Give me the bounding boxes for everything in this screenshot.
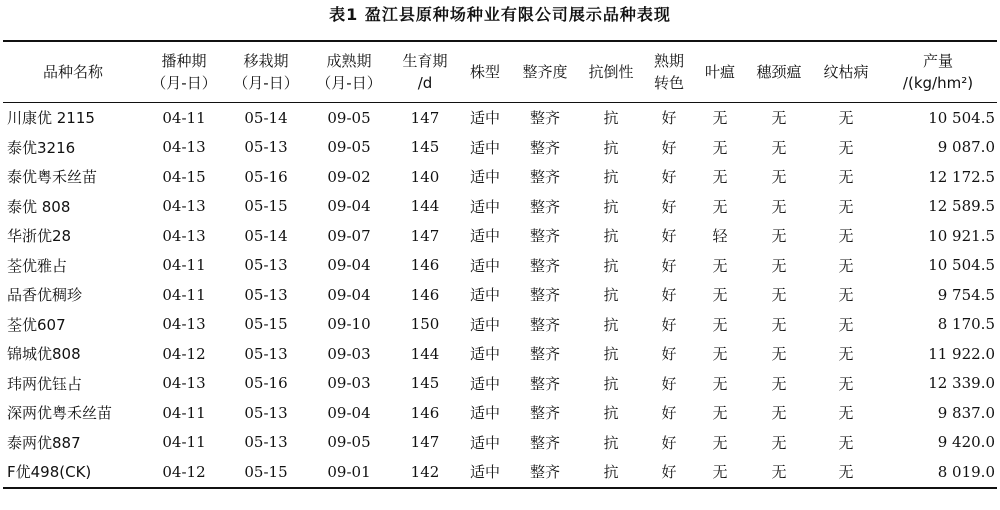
col-uniformity-cell: 整齐 (529, 463, 560, 482)
col-leaf-blast-cell: 无 (712, 404, 728, 423)
col-growth-period-cell: 147 (410, 433, 440, 452)
col-sheath-blight-cell: 无 (838, 227, 854, 246)
table-row (3, 103, 997, 133)
col-variety-name-cell: 荃优雅占 (7, 256, 68, 275)
header-label: 生育期 (402, 52, 448, 70)
col-sowing-date-cell: 04-13 (162, 226, 206, 245)
col-yield-cell: 8 019.0 (937, 462, 995, 481)
col-yield-cell: 10 921.5 (928, 226, 995, 245)
header-sublabel: /(kg/hm²) (902, 74, 974, 92)
col-plant-type-cell: 适中 (469, 256, 500, 275)
col-transplant-date-cell: 05-15 (244, 315, 288, 334)
col-neck-blast-cell: 无 (771, 227, 787, 246)
col-maturity-date-cell: 09-04 (327, 197, 371, 216)
col-growth-period-cell: 145 (410, 374, 440, 393)
table-body (3, 103, 997, 488)
col-maturity-date-cell: 09-07 (327, 226, 371, 245)
col-plant-type-cell: 适中 (469, 463, 500, 482)
col-uniformity-cell: 整齐 (529, 404, 560, 423)
col-maturity-color-cell: 好 (661, 404, 677, 423)
col-leaf-blast-cell: 无 (712, 256, 728, 275)
col-sheath-blight-cell: 无 (838, 463, 854, 482)
col-plant-type-cell: 适中 (469, 315, 500, 334)
table-row (3, 398, 997, 428)
col-yield-cell: 10 504.5 (928, 108, 995, 127)
col-growth-period-cell: 142 (410, 462, 440, 481)
col-neck-blast-cell: 无 (771, 286, 787, 305)
col-uniformity-cell: 整齐 (529, 227, 560, 246)
col-plant-type-cell: 适中 (469, 197, 500, 216)
col-yield-cell: 9 754.5 (937, 285, 995, 304)
header-label: 纹枯病 (823, 63, 869, 81)
col-variety-name-cell: 泰两优887 (7, 433, 81, 452)
col-sheath-blight-cell: 无 (838, 404, 854, 423)
col-plant-type-cell: 适中 (469, 227, 500, 246)
col-transplant-date-cell: 05-14 (244, 226, 288, 245)
col-plant-type-cell: 适中 (469, 286, 500, 305)
col-leaf-blast-cell: 无 (712, 197, 728, 216)
col-transplant-date-cell: 05-13 (244, 138, 288, 157)
variety-table-container (3, 40, 997, 489)
col-sowing-date-cell: 04-11 (162, 433, 206, 452)
col-growth-period-cell: 147 (410, 108, 440, 127)
header-row (3, 41, 997, 103)
col-leaf-blast-cell: 无 (712, 286, 728, 305)
col-sowing-date-cell: 04-13 (162, 374, 206, 393)
col-maturity-date-cell: 09-02 (327, 167, 371, 186)
header-sublabel: （月-日） (233, 74, 299, 92)
col-neck-blast-cell: 无 (771, 345, 787, 364)
col-leaf-blast-cell: 无 (712, 374, 728, 393)
col-leaf-blast-cell: 无 (712, 138, 728, 157)
col-maturity-date-cell: 09-01 (327, 462, 371, 481)
table-row (3, 339, 997, 369)
col-maturity-date-cell: 09-04 (327, 403, 371, 422)
header-label: 整齐度 (522, 63, 568, 81)
col-neck-blast-cell: 无 (771, 138, 787, 157)
col-lodging-resistance-cell: 抗 (603, 374, 619, 393)
table-row (3, 162, 997, 192)
col-transplant-date-cell: 05-13 (244, 285, 288, 304)
col-maturity-date-cell: 09-05 (327, 108, 371, 127)
table-header (3, 41, 997, 103)
col-sowing-date-cell: 04-11 (162, 285, 206, 304)
col-maturity-color-cell: 好 (661, 374, 677, 393)
table-title: 表1 盈江县原种场种业有限公司展示品种表现 (329, 5, 671, 24)
col-growth-period-cell: 140 (410, 167, 440, 186)
col-growth-period-cell: 150 (410, 315, 440, 334)
col-maturity-color-cell: 好 (661, 315, 677, 334)
col-lodging-resistance-cell: 抗 (603, 433, 619, 452)
col-uniformity-cell: 整齐 (529, 109, 560, 128)
header-label: 品种名称 (42, 63, 103, 81)
col-sowing-date-cell: 04-11 (162, 256, 206, 275)
col-uniformity-cell: 整齐 (529, 168, 560, 187)
col-yield-cell: 11 922.0 (928, 344, 995, 363)
col-yield-cell: 9 420.0 (937, 433, 995, 452)
col-maturity-color-cell: 好 (661, 463, 677, 482)
table-row (3, 428, 997, 458)
col-variety-name-cell: 荃优607 (7, 315, 66, 334)
col-sowing-date-cell: 04-12 (162, 462, 206, 481)
col-sowing-date-header (143, 41, 225, 103)
variety-performance-table (3, 40, 997, 489)
col-plant-type-cell: 适中 (469, 345, 500, 364)
col-yield-cell: 9 087.0 (937, 138, 995, 157)
col-plant-type-cell: 适中 (469, 433, 500, 452)
col-sowing-date-cell: 04-11 (162, 108, 206, 127)
col-yield-cell: 9 837.0 (937, 403, 995, 422)
col-maturity-color-cell: 好 (661, 433, 677, 452)
col-maturity-color-cell: 好 (661, 168, 677, 187)
col-lodging-resistance-cell: 抗 (603, 286, 619, 305)
col-transplant-date-cell: 05-15 (244, 197, 288, 216)
col-transplant-date-cell: 05-13 (244, 403, 288, 422)
table-row (3, 251, 997, 281)
col-growth-period-cell: 146 (410, 256, 440, 275)
col-maturity-date-cell: 09-10 (327, 315, 371, 334)
col-neck-blast-cell: 无 (771, 374, 787, 393)
col-growth-period-cell: 146 (410, 285, 440, 304)
header-label: 熟期 (653, 52, 684, 70)
col-lodging-resistance-header (579, 41, 643, 103)
col-uniformity-cell: 整齐 (529, 197, 560, 216)
col-maturity-color-header (643, 41, 695, 103)
col-uniformity-cell: 整齐 (529, 345, 560, 364)
col-leaf-blast-cell: 无 (712, 433, 728, 452)
col-lodging-resistance-cell: 抗 (603, 463, 619, 482)
col-yield-cell: 12 589.5 (928, 197, 995, 216)
header-label: 产量 (922, 52, 953, 70)
col-maturity-date-cell: 09-03 (327, 344, 371, 363)
col-leaf-blast-cell: 无 (712, 168, 728, 187)
col-lodging-resistance-cell: 抗 (603, 168, 619, 187)
col-variety-name-cell: 锦城优808 (7, 345, 81, 364)
col-neck-blast-header (745, 41, 813, 103)
col-sheath-blight-cell: 无 (838, 168, 854, 187)
header-label: 株型 (469, 63, 500, 81)
col-transplant-date-cell: 05-16 (244, 167, 288, 186)
col-variety-name-cell: 泰优3216 (7, 138, 76, 157)
col-variety-name-cell: 泰优 808 (7, 197, 71, 216)
col-transplant-date-cell: 05-13 (244, 433, 288, 452)
col-maturity-date-cell: 09-04 (327, 285, 371, 304)
col-plant-type-cell: 适中 (469, 168, 500, 187)
col-sheath-blight-cell: 无 (838, 197, 854, 216)
col-neck-blast-cell: 无 (771, 256, 787, 275)
col-plant-type-cell: 适中 (469, 374, 500, 393)
header-label: 成熟期 (326, 52, 372, 70)
header-sublabel: （月-日） (316, 74, 382, 92)
col-sheath-blight-header (813, 41, 879, 103)
col-maturity-date-header (307, 41, 391, 103)
col-variety-name-cell: 深两优粤禾丝苗 (7, 404, 113, 423)
col-plant-type-cell: 适中 (469, 138, 500, 157)
table-row (3, 280, 997, 310)
col-transplant-date-cell: 05-14 (244, 108, 288, 127)
col-sheath-blight-cell: 无 (838, 374, 854, 393)
col-leaf-blast-cell: 无 (712, 463, 728, 482)
col-uniformity-cell: 整齐 (529, 433, 560, 452)
col-growth-period-cell: 144 (410, 344, 440, 363)
header-label: 叶瘟 (704, 63, 735, 81)
col-maturity-color-cell: 好 (661, 138, 677, 157)
col-maturity-date-cell: 09-03 (327, 374, 371, 393)
col-plant-type-header (459, 41, 511, 103)
col-plant-type-cell: 适中 (469, 109, 500, 128)
col-leaf-blast-cell: 无 (712, 315, 728, 334)
col-lodging-resistance-cell: 抗 (603, 227, 619, 246)
col-lodging-resistance-cell: 抗 (603, 109, 619, 128)
col-yield-cell: 12 172.5 (928, 167, 995, 186)
col-variety-name-cell: 玮两优钰占 (7, 374, 83, 393)
col-growth-period-header (391, 41, 459, 103)
col-maturity-color-cell: 好 (661, 227, 677, 246)
col-transplant-date-cell: 05-13 (244, 256, 288, 275)
col-leaf-blast-cell: 无 (712, 345, 728, 364)
col-uniformity-cell: 整齐 (529, 286, 560, 305)
col-lodging-resistance-cell: 抗 (603, 315, 619, 334)
col-sowing-date-cell: 04-13 (162, 197, 206, 216)
col-leaf-blast-cell: 轻 (712, 227, 728, 246)
col-growth-period-cell: 145 (410, 138, 440, 157)
col-maturity-color-cell: 好 (661, 345, 677, 364)
col-neck-blast-cell: 无 (771, 433, 787, 452)
col-variety-name-cell: 川康优 2115 (7, 109, 95, 128)
table-row (3, 310, 997, 340)
col-variety-name-cell: F优498(CK) (7, 463, 92, 482)
col-neck-blast-cell: 无 (771, 168, 787, 187)
col-sowing-date-cell: 04-15 (162, 167, 206, 186)
col-transplant-date-cell: 05-16 (244, 374, 288, 393)
header-sublabel: 转色 (653, 74, 684, 92)
col-yield-cell: 8 170.5 (937, 315, 995, 334)
col-neck-blast-cell: 无 (771, 404, 787, 423)
col-leaf-blast-header (695, 41, 745, 103)
col-sheath-blight-cell: 无 (838, 256, 854, 275)
col-uniformity-cell: 整齐 (529, 256, 560, 275)
table-row (3, 369, 997, 399)
header-sublabel: （月-日） (151, 74, 217, 92)
col-variety-name-header (3, 41, 143, 103)
col-sowing-date-cell: 04-11 (162, 403, 206, 422)
col-lodging-resistance-cell: 抗 (603, 345, 619, 364)
col-yield-cell: 10 504.5 (928, 256, 995, 275)
col-transplant-date-cell: 05-15 (244, 462, 288, 481)
col-maturity-date-cell: 09-05 (327, 433, 371, 452)
col-growth-period-cell: 147 (410, 226, 440, 245)
col-growth-period-cell: 146 (410, 403, 440, 422)
col-sowing-date-cell: 04-13 (162, 315, 206, 334)
col-maturity-date-cell: 09-05 (327, 138, 371, 157)
col-transplant-date-cell: 05-13 (244, 344, 288, 363)
col-sheath-blight-cell: 无 (838, 109, 854, 128)
col-uniformity-cell: 整齐 (529, 138, 560, 157)
col-variety-name-cell: 品香优稠珍 (7, 286, 83, 305)
col-growth-period-cell: 144 (410, 197, 440, 216)
table-row (3, 221, 997, 251)
col-transplant-date-header (225, 41, 307, 103)
col-maturity-color-cell: 好 (661, 109, 677, 128)
col-lodging-resistance-cell: 抗 (603, 197, 619, 216)
col-lodging-resistance-cell: 抗 (603, 256, 619, 275)
col-uniformity-cell: 整齐 (529, 374, 560, 393)
header-label: 穗颈瘟 (756, 63, 802, 81)
col-lodging-resistance-cell: 抗 (603, 404, 619, 423)
col-plant-type-cell: 适中 (469, 404, 500, 423)
col-neck-blast-cell: 无 (771, 463, 787, 482)
header-sublabel: /d (417, 74, 433, 92)
header-label: 抗倒性 (588, 63, 634, 81)
col-yield-header (879, 41, 997, 103)
header-label: 移栽期 (243, 52, 289, 70)
col-neck-blast-cell: 无 (771, 197, 787, 216)
col-sheath-blight-cell: 无 (838, 315, 854, 334)
col-variety-name-cell: 泰优粤禾丝苗 (7, 168, 98, 187)
col-neck-blast-cell: 无 (771, 109, 787, 128)
col-maturity-color-cell: 好 (661, 286, 677, 305)
col-sowing-date-cell: 04-13 (162, 138, 206, 157)
col-maturity-color-cell: 好 (661, 256, 677, 275)
col-lodging-resistance-cell: 抗 (603, 138, 619, 157)
col-sheath-blight-cell: 无 (838, 433, 854, 452)
col-sheath-blight-cell: 无 (838, 138, 854, 157)
col-sheath-blight-cell: 无 (838, 345, 854, 364)
table-row (3, 457, 997, 488)
col-maturity-color-cell: 好 (661, 197, 677, 216)
table-row (3, 133, 997, 163)
col-sheath-blight-cell: 无 (838, 286, 854, 305)
col-sowing-date-cell: 04-12 (162, 344, 206, 363)
col-leaf-blast-cell: 无 (712, 109, 728, 128)
col-maturity-date-cell: 09-04 (327, 256, 371, 275)
col-variety-name-cell: 华浙优28 (7, 227, 72, 246)
col-uniformity-cell: 整齐 (529, 315, 560, 334)
table-row (3, 192, 997, 222)
col-yield-cell: 12 339.0 (928, 374, 995, 393)
header-label: 播种期 (161, 52, 207, 70)
col-uniformity-header (511, 41, 579, 103)
col-neck-blast-cell: 无 (771, 315, 787, 334)
